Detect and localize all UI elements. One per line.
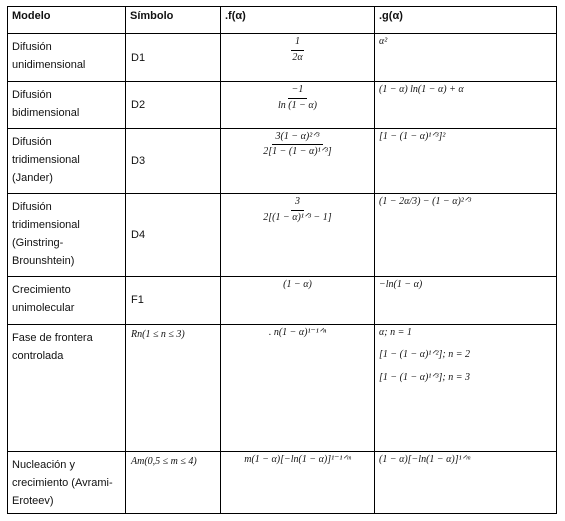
model-line: Nucleación y [12, 458, 75, 471]
f-cell [221, 34, 375, 82]
header-model: Modelo [8, 7, 126, 34]
g-expression: α² [379, 36, 388, 48]
g-expression: −ln(1 − α) [379, 278, 423, 290]
model-cell [8, 194, 126, 276]
g-cell [375, 34, 557, 82]
table-row [8, 276, 557, 324]
g-expression: (1 − α)[−ln(1 − α)]¹ᐟᵐ [379, 453, 471, 465]
f-numerator: 3 [291, 196, 304, 211]
kinetic-models-table-wrapper [7, 6, 556, 514]
f-denominator: 2α [292, 51, 303, 63]
model-line: tridimensional [12, 153, 80, 166]
table-row [8, 324, 557, 451]
g-cell [375, 451, 557, 513]
table-row [8, 194, 557, 276]
f-denominator: 2[(1 − α)¹ᐟ³ − 1] [263, 211, 332, 223]
model-cell [8, 276, 126, 324]
model-line: unidimensional [12, 59, 86, 72]
model-line: controlada [12, 349, 64, 362]
f-cell [221, 128, 375, 193]
f-cell: . n(1 − α)¹⁻¹ᐟⁿ [221, 324, 375, 451]
g-expression: (1 − 2α/3) − (1 − α)²ᐟ³ [379, 196, 472, 208]
model-line: Fase de frontera [12, 331, 93, 344]
symbol-cell: Am(0,5 ≤ m ≤ 4) [126, 451, 221, 513]
g-expression: (1 − α) ln(1 − α) + α [379, 84, 464, 96]
model-line: Brounshtein) [12, 255, 75, 268]
symbol-cell: Rn(1 ≤ n ≤ 3) [126, 324, 221, 451]
model-line: Eroteev) [12, 494, 54, 507]
f-denominator: 2[1 − (1 − α)¹ᐟ³] [263, 146, 332, 158]
model-line: Difusión [12, 41, 52, 54]
f-denominator: ln (1 − α) [278, 99, 317, 111]
table-row [8, 451, 557, 513]
g-cell [375, 324, 557, 451]
symbol-cell: D3 [126, 128, 221, 193]
g-expression: [1 − (1 − α)¹ᐟ³]; n = 3 [379, 371, 470, 383]
g-cell [375, 128, 557, 193]
table-row [8, 34, 557, 82]
f-numerator: 3(1 − α)²ᐟ³ [272, 131, 324, 146]
g-cell [375, 276, 557, 324]
g-cell [375, 82, 557, 128]
f-cell [221, 82, 375, 128]
symbol-cell: D2 [126, 82, 221, 128]
f-fraction [259, 196, 335, 224]
symbol-cell: D1 [126, 34, 221, 82]
model-line: Difusión [12, 135, 52, 148]
model-cell [8, 34, 126, 82]
model-cell [8, 82, 126, 128]
model-line: Difusión [12, 89, 52, 102]
f-cell [221, 194, 375, 276]
model-line: Difusión [12, 201, 52, 214]
f-cell: m(1 − α)[−ln(1 − α)]¹⁻¹ᐟᵐ [221, 451, 375, 513]
f-cell: (1 − α) [221, 276, 375, 324]
f-numerator: −1 [288, 84, 308, 99]
model-line: tridimensional [12, 219, 80, 232]
table-row [8, 128, 557, 193]
model-line: Crecimiento [12, 283, 71, 296]
f-fraction [288, 36, 306, 64]
table-row [8, 82, 557, 128]
f-fraction [274, 84, 321, 112]
g-expression: [1 − (1 − α)¹ᐟ²]; n = 2 [379, 349, 470, 361]
f-fraction [259, 131, 335, 159]
header-g: .g(α) [375, 7, 557, 34]
model-line: unimolecular [12, 301, 75, 314]
g-cell [375, 194, 557, 276]
model-line: bidimensional [12, 107, 80, 120]
model-cell [8, 324, 126, 451]
g-expression: [1 − (1 − α)¹ᐟ³]² [379, 130, 446, 142]
header-symbol: Símbolo [126, 7, 221, 34]
model-line: (Jander) [12, 171, 53, 184]
kinetic-models-table [7, 6, 557, 514]
model-line: (Ginstring- [12, 237, 64, 250]
model-line: crecimiento (Avrami- [12, 476, 113, 489]
g-expression: α; n = 1 [379, 326, 412, 338]
model-cell [8, 451, 126, 513]
table-header-row [8, 7, 557, 34]
symbol-cell: D4 [126, 194, 221, 276]
f-numerator: 1 [291, 36, 304, 51]
header-f: .f(α) [221, 7, 375, 34]
model-cell [8, 128, 126, 193]
symbol-cell: F1 [126, 276, 221, 324]
